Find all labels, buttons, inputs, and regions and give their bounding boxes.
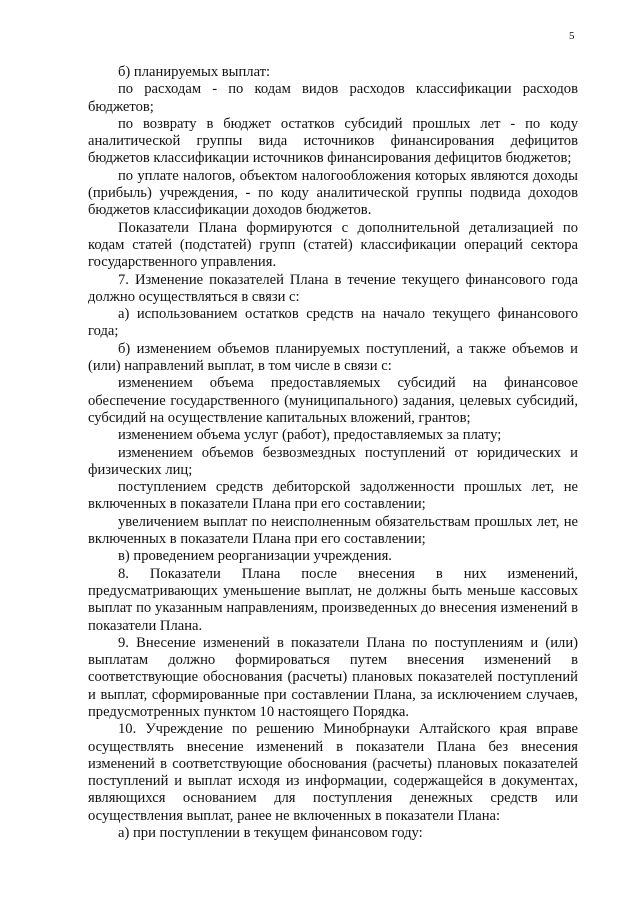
paragraph-obligations: увеличением выплат по неисполненным обязательствам прошлых лет, не включенных в показатели Плана при его составлении; (88, 513, 578, 548)
paragraph-item-7b: б) изменением объемов планируемых поступлений, а также объемов и (или) направлений выплат, в том числе в связи с: (88, 340, 578, 375)
paragraph-item-10a: а) при поступлении в текущем финансовом году: (118, 825, 423, 842)
paragraph-subsidy-change: изменением объема предоставляемых субсидий на финансовое обеспечение государственного (муниципального) задания, целевых субсидий, субсидий на осуществление капитальных вложений, грантов; (88, 375, 578, 426)
paragraph-item-7c: в) проведением реорганизации учреждения. (118, 548, 392, 565)
paragraph-item-7a: а) использованием остатков средств на начало текущего финансового года; (88, 306, 578, 340)
paragraph-subsidy-return: по возврату в бюджет остатков субсидий прошлых лет - по коду аналитической группы вида источников финансирования дефицитов бюджетов классификации источников финансирования дефицитов бюджетов; (88, 115, 578, 167)
paragraph-services-change: изменением объема услуг (работ), предоставляемых за плату; (118, 427, 502, 444)
paragraph-donations-change: изменением объемов безвозмездных поступлений от юридических и физических лиц; (88, 444, 578, 478)
paragraph-item-10: 10. Учреждение по решению Минобрнауки Алтайского края вправе осуществлять внесение изменений в показатели Плана без внесения изменений в соответствующие обоснования (расчеты) плановых показателей поступлений и выплат исходя из информации, содержащейся в документах, являющихся основанием для поступления денежных средств или осуществления выплат, ранее не включенных в показатели Плана: (88, 721, 578, 824)
paragraph-item-8: 8. Показатели Плана после внесения в них изменений, предусматривающих уменьшение выплат, не должны быть меньше кассовых выплат по указанным направлениям, произведенных до внесения изменений в показатели Плана. (88, 565, 578, 634)
paragraph-expenses: по расходам - по кодам видов расходов классификации расходов бюджетов; (88, 81, 578, 115)
page-number: 5 (569, 30, 575, 42)
document-body (88, 64, 578, 842)
paragraph-receivables: поступлением средств дебиторской задолженности прошлых лет, не включенных в показатели Плана при его составлении; (88, 479, 578, 513)
paragraph-item-7: 7. Изменение показателей Плана в течение текущего финансового года должно осуществляться в связи с: (88, 271, 578, 305)
paragraph-item-9: 9. Внесение изменений в показатели Плана по поступлениям и (или) выплатам должно формироваться путем внесения изменений в соответствующие обоснования (расчеты) плановых показателей поступлений и выплат, сформированные при составлении Плана, за исключением случаев, предусмотренных пунктом 10 настоящего Порядка. (88, 634, 578, 720)
paragraph-tax-payment: по уплате налогов, объектом налогообложения которых являются доходы (прибыль) учреждения, - по коду аналитической группы подвида доходов бюджетов классификации доходов бюджетов. (88, 167, 578, 219)
paragraph-plan-detail: Показатели Плана формируются с дополнительной детализацией по кодам статей (подстатей) групп (статей) классификации операций сектора государственного управления. (88, 219, 578, 271)
paragraph-planned-payments: б) планируемых выплат: (118, 64, 271, 80)
